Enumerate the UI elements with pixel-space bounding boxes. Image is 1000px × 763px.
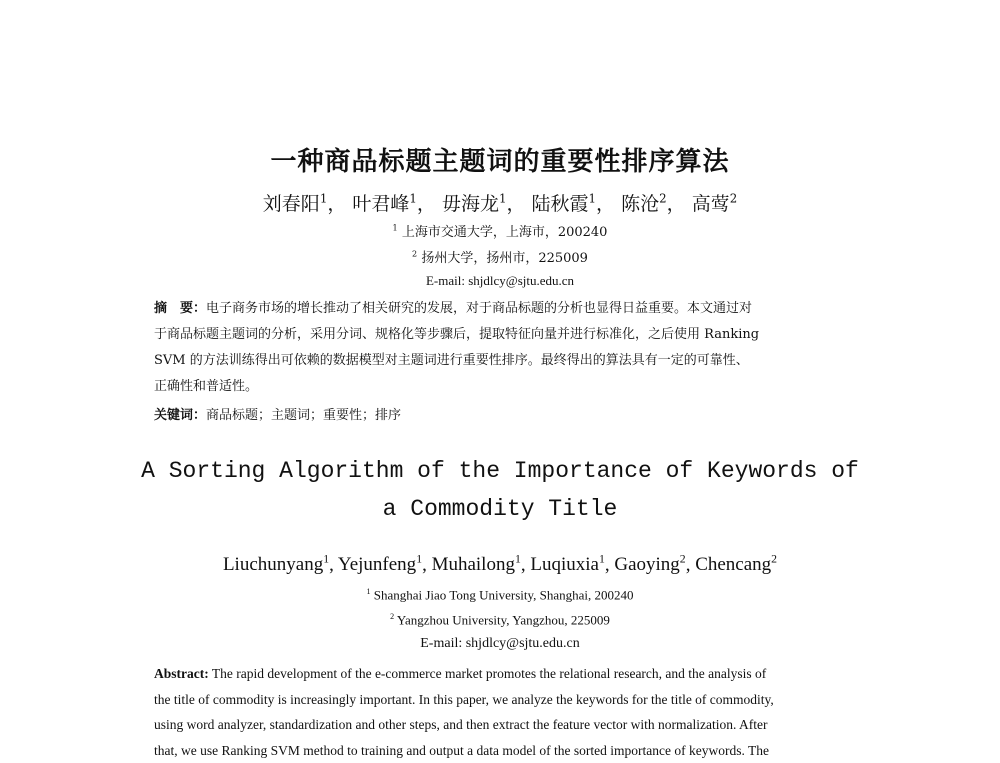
abstract-line: the title of commodity is increasingly important. In this paper, we analyze the keywords for the title of commodity, — [154, 687, 854, 713]
abstract-line: using word analyzer, standardization and other steps, and then extract the feature vector with normalization. After — [154, 712, 854, 738]
chinese-affiliation-1: $^1$ 上海市交通大学，上海市，200240 — [0, 221, 1000, 240]
english-affiliation-2: $^2$ Yangzhou University, Yangzhou, 225009 — [0, 612, 1000, 628]
abstract-line: SVM 的方法训练得出可依赖的数据模型对主题词进行重要性排序。最终得出的算法具有一定的可靠性、 — [154, 348, 854, 374]
author: Muhailong$^1$ — [432, 554, 521, 575]
chinese-title: 一种商品标题主题词的重要性排序算法 — [0, 141, 1000, 178]
author: 高莺$^2$ — [692, 193, 738, 215]
english-title-line: a Commodity Title — [0, 490, 1000, 528]
abstract-line: 正确性和普适性。 — [154, 374, 854, 400]
author: Yejunfeng$^1$ — [338, 554, 422, 575]
keywords-label: 关键词： — [154, 408, 206, 423]
english-email: E-mail: shjdlcy@sjtu.edu.cn — [0, 636, 1000, 652]
abstract-label: 摘 要： — [154, 301, 206, 316]
chinese-author-list: 刘春阳$^1$， 叶君峰$^1$， 毋海龙$^1$， 陆秋霞$^1$， 陈沧$^2$， 高莺$^2$ — [0, 189, 1000, 216]
english-title-line: A Sorting Algorithm of the Importance of Keywords of — [0, 452, 1000, 490]
abstract-line: 摘 要：电子商务市场的增长推动了相关研究的发展，对于商品标题的分析也显得日益重要。本文通过对 — [154, 296, 854, 322]
english-author-list: Liuchunyang$^1$, Yejunfeng$^1$, Muhailong$^1$, Luqiuxia$^1$, Gaoying$^2$, Chencang$^2$ — [0, 553, 1000, 576]
chinese-keywords — [154, 404, 854, 423]
chinese-email: E-mail: shjdlcy@sjtu.edu.cn — [0, 273, 1000, 289]
author: Liuchunyang$^1$ — [223, 554, 329, 575]
author: 叶君峰$^1$ — [352, 193, 417, 215]
author: 陈沧$^2$ — [621, 193, 667, 215]
author: Chencang$^2$ — [695, 554, 777, 575]
author: 刘春阳$^1$ — [263, 193, 328, 215]
abstract-line: Abstract: The rapid development of the e-commerce market promotes the relational research, and the analysis of — [154, 661, 854, 687]
abstract-line: 于商品标题主题词的分析，采用分词、规格化等步骤后，提取特征向量并进行标准化，之后使用 Ranking — [154, 322, 854, 348]
keywords-text: 商品标题；主题词；重要性；排序 — [206, 408, 401, 423]
english-affiliation-1: $^1$ Shanghai Jiao Tong University, Shanghai, 200240 — [0, 587, 1000, 603]
abstract-line: that, we use Ranking SVM method to training and output a data model of the sorted importance of keywords. The — [154, 738, 854, 763]
author: 毋海龙$^1$ — [442, 193, 507, 215]
chinese-affiliation-2: $^2$ 扬州大学，扬州市，225009 — [0, 247, 1000, 266]
chinese-abstract — [154, 296, 854, 400]
author: Luqiuxia$^1$ — [530, 554, 605, 575]
abstract-label: Abstract: — [154, 666, 209, 681]
english-abstract — [154, 661, 854, 763]
author: 陆秋霞$^1$ — [532, 193, 597, 215]
english-title — [0, 452, 1000, 528]
author: Gaoying$^2$ — [614, 554, 685, 575]
